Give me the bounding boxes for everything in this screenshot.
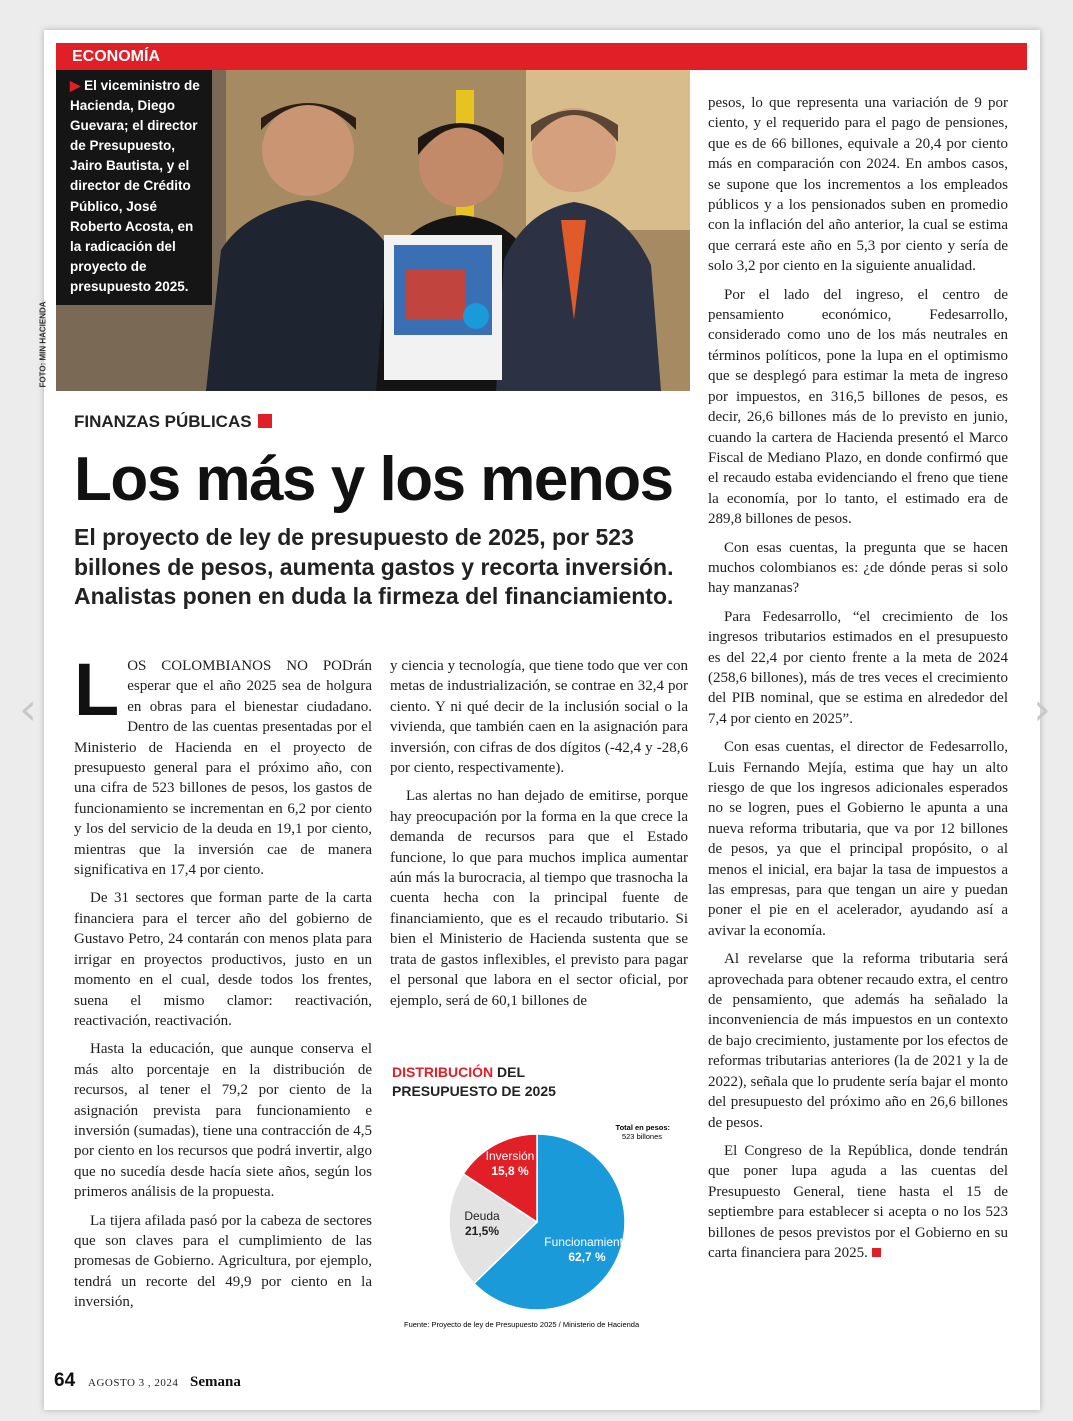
dropcap: L: [74, 648, 120, 731]
caption-arrow-icon: ▶: [70, 78, 81, 93]
chart-title: [392, 1063, 556, 1101]
paragraph: pesos, lo que representa una variación de 9 por ciento, y el requerido para el pago de pensiones, que es de 66 billones, equivale a 20,4 por ciento más en comparación con 2024. En ambos casos, se supone que los incrementos a los empleados públicos y a los pensionados suben en promedio con la inflación del año anterior, la cual se estima que cerrará este año en 5,3 por ciento y sería de solo 3,2 por ciento en la siguiente anualidad.: [708, 95, 1008, 275]
paragraph: Con esas cuentas, la pregunta que se hacen muchos colombianos es: ¿de dónde peras si solo hay manzanas?: [708, 539, 1008, 597]
page-number: 64: [54, 1370, 76, 1391]
paragraph: y ciencia y tecnología, que tiene todo que ver con metas de industrialización, se contrae en 32,4 por ciento. Y ni qué decir de la inclusión social o la vivienda, que también caen en la asignación para inversión, con cifras de dos dígitos (-42,4 y -28,6 por ciento, respectivamente).: [390, 658, 688, 777]
issue-date: AGOSTO 3 , 2024: [88, 1377, 179, 1389]
section-tag: ECONOMÍA: [72, 48, 160, 65]
publication-name: Semana: [190, 1374, 241, 1390]
pie-label-deuda: Deuda: [464, 1209, 500, 1223]
chart-title-rest: DEL: [497, 1064, 526, 1080]
section-bar: [56, 43, 1027, 70]
paragraph: Para Fedesarrollo, “el crecimiento de los ingresos tributarios estimados en el presupuesto es del 22,4 por ciento frente a la meta de 2024 (258,6 billones), más de tres veces el crecimiento del PIB nominal, que se estima en alrededor del 7,4 por ciento en 2025”.: [708, 608, 1008, 727]
chart-title-highlight: DISTRIBUCIÓN: [392, 1064, 494, 1080]
chart-title-line2: PRESUPUESTO DE 2025: [392, 1083, 556, 1099]
body-column-1: [74, 648, 372, 1321]
previous-page-arrow[interactable]: ‹: [19, 684, 37, 735]
pie-value-inversión: 15,8 %: [491, 1164, 529, 1178]
paragraph: De 31 sectores que forman parte de la carta financiera para el tercer año del gobierno de Gustavo Petro, 24 contarán con menos plata para irrigar en proyectos productivos, justo en un momento en el cual, desde todos los frentes, suena el mismo clamor: reactivación, reactivación, reactivación.: [74, 890, 372, 1029]
chart-total-label: Total en pesos:: [615, 1123, 670, 1132]
deck: El proyecto de ley de presupuesto de 2025, por 523 billones de pesos, aumenta gastos y recorta inversión. Analistas ponen en duda la firmeza del financiamiento.: [74, 524, 674, 609]
pie-value-deuda: 21,5%: [464, 1224, 500, 1238]
headline: Los más y los menos: [74, 445, 673, 514]
paragraph: Por el lado del ingreso, el centro de pensamiento económico, Fedesarrollo, considerado como uno de los más neutrales en términos políticos, pone la lupa en el optimismo que se desplegó para estimar la meta de ingreso por impuestos, en 316,5 billones de pesos, es decir, 26,6 billones más de lo previsto en junio, cuando la cartera de Hacienda presentó el Marco Fiscal de Mediano Plazo, en donde confirmó que el recaudo estaba evidenciando el freno que tiene la economía, por lo tanto, el estimado era de 289,8 billones de pesos.: [708, 286, 1008, 528]
paragraph: El Congreso de la República, donde tendrán que poner lupa aguda a las cuentas del Presupuesto General, tiene hasta el 15 de septiembre para establecer si acepta o no los 523 billones de pesos previstos por el Gobierno en su carta financiera para 2025.: [708, 1142, 1008, 1261]
paragraph: Con esas cuentas, el director de Fedesarrollo, Luis Fernando Mejía, estima que hay un alto riesgo de que los ingresos adicionales esperados no se logren, pues el Gobierno le apunta a una nueva reforma tributaria, que va por 12 billones de pesos, ya que el principal propósito, o al menos el inicial, era bajar la tasa de impuestos a las empresas, para que tengan un aire y puedan poner el pie en el acelerador, ayudando así a avivar la economía.: [708, 739, 1008, 939]
chart-total-value: 523 billones: [621, 1132, 662, 1141]
pie-label-inversión: Inversión: [485, 1149, 535, 1163]
paragraph: OS COLOMBIANOS NO PODrán esperar que el año 2025 sea de holgura en obras para el bienestar ciudadano. Dentro de las cuentas presentadas por el Ministerio de Hacienda en el proyecto de presupuesto general para el próximo año, con una cifra de 523 billones de pesos, los gastos de funcionamiento se incrementan en 6,2 por ciento y los del servicio de la deuda en 19,1 por ciento, mientras que la inversión cae de manera significativa en 17,4 por ciento.: [74, 658, 372, 879]
paragraph: Hasta la educación, que aunque conserva el más alto porcentaje en la distribución de recursos, al tener el 79,2 por ciento de la asignación prevista para funcionamiento e inversión (sumadas), tiene una contracción de 4,5 por ciento en los recursos que podrá invertir, algo que no sucedía desde hacía siete años, según los primeros análisis de la propuesta.: [74, 1041, 372, 1201]
chart-source: Fuente: Proyecto de ley de Presupuesto 2025 / Ministerio de Hacienda: [404, 1320, 640, 1329]
photo-caption-box: [56, 70, 212, 305]
article-kicker: FINANZAS PÚBLICAS: [74, 412, 252, 431]
paragraph: Las alertas no han dejado de emitirse, porque hay preocupación por la forma en la que crece la demanda de recursos para que el Estado funcione, lo que para muchos implica aumentar aún más la burocracia, al tiempo que trasnocha la cuenta hecha con la principal fuente de financiamiento, que es el recaudo tributario. Si bien el Ministerio de Hacienda sustenta que se trata de gastos inflexibles, el previsto para pagar el personal que labora en el sector oficial, por ejemplo, será de 60,1 billones de: [390, 788, 688, 1009]
end-mark-icon: [872, 1248, 881, 1257]
photo-credit-box: [36, 300, 50, 390]
article-kicker-box: [74, 412, 272, 432]
paragraph: La tijera afilada pasó por la cabeza de sectores que son claves para el cumplimiento de las promesas de Gobierno. Agricultura, por ejemplo, tendrá un recorte del 49,9 por ciento en la inversión,: [74, 1212, 372, 1311]
next-page-arrow[interactable]: ›: [1033, 684, 1051, 735]
budget-pie-chart: [392, 1110, 682, 1330]
body-column-2: [390, 656, 688, 1019]
kicker-square-icon: [258, 414, 272, 428]
pie-label-funcionamiento: Funcionamiento: [544, 1235, 630, 1249]
photo-credit: FOTO: MIN HACIENDA: [38, 301, 48, 388]
photo-caption: El viceministro de Hacienda, Diego Guevara; el director de Presupuesto, Jairo Bautista, y el director de Crédito Público, José Roberto Acosta, en la radicación del proyecto de presupuesto 2025.: [70, 78, 200, 294]
pie-value-funcionamiento: 62,7 %: [568, 1250, 606, 1264]
paragraph: Al revelarse que la reforma tributaria será aprovechada para obtener recaudo extra, el centro de pensamiento, que además ha señalado la inconveniencia de más impuestos en un contexto de bajo crecimiento, justamente por los efectos de reformas tributarias anteriores (la de 2021 y la de 2022), señala que lo prudente sería bajar el monto del presupuesto del próximo año en 26,6 billones de pesos.: [708, 951, 1008, 1131]
body-column-3: [708, 93, 1008, 1271]
